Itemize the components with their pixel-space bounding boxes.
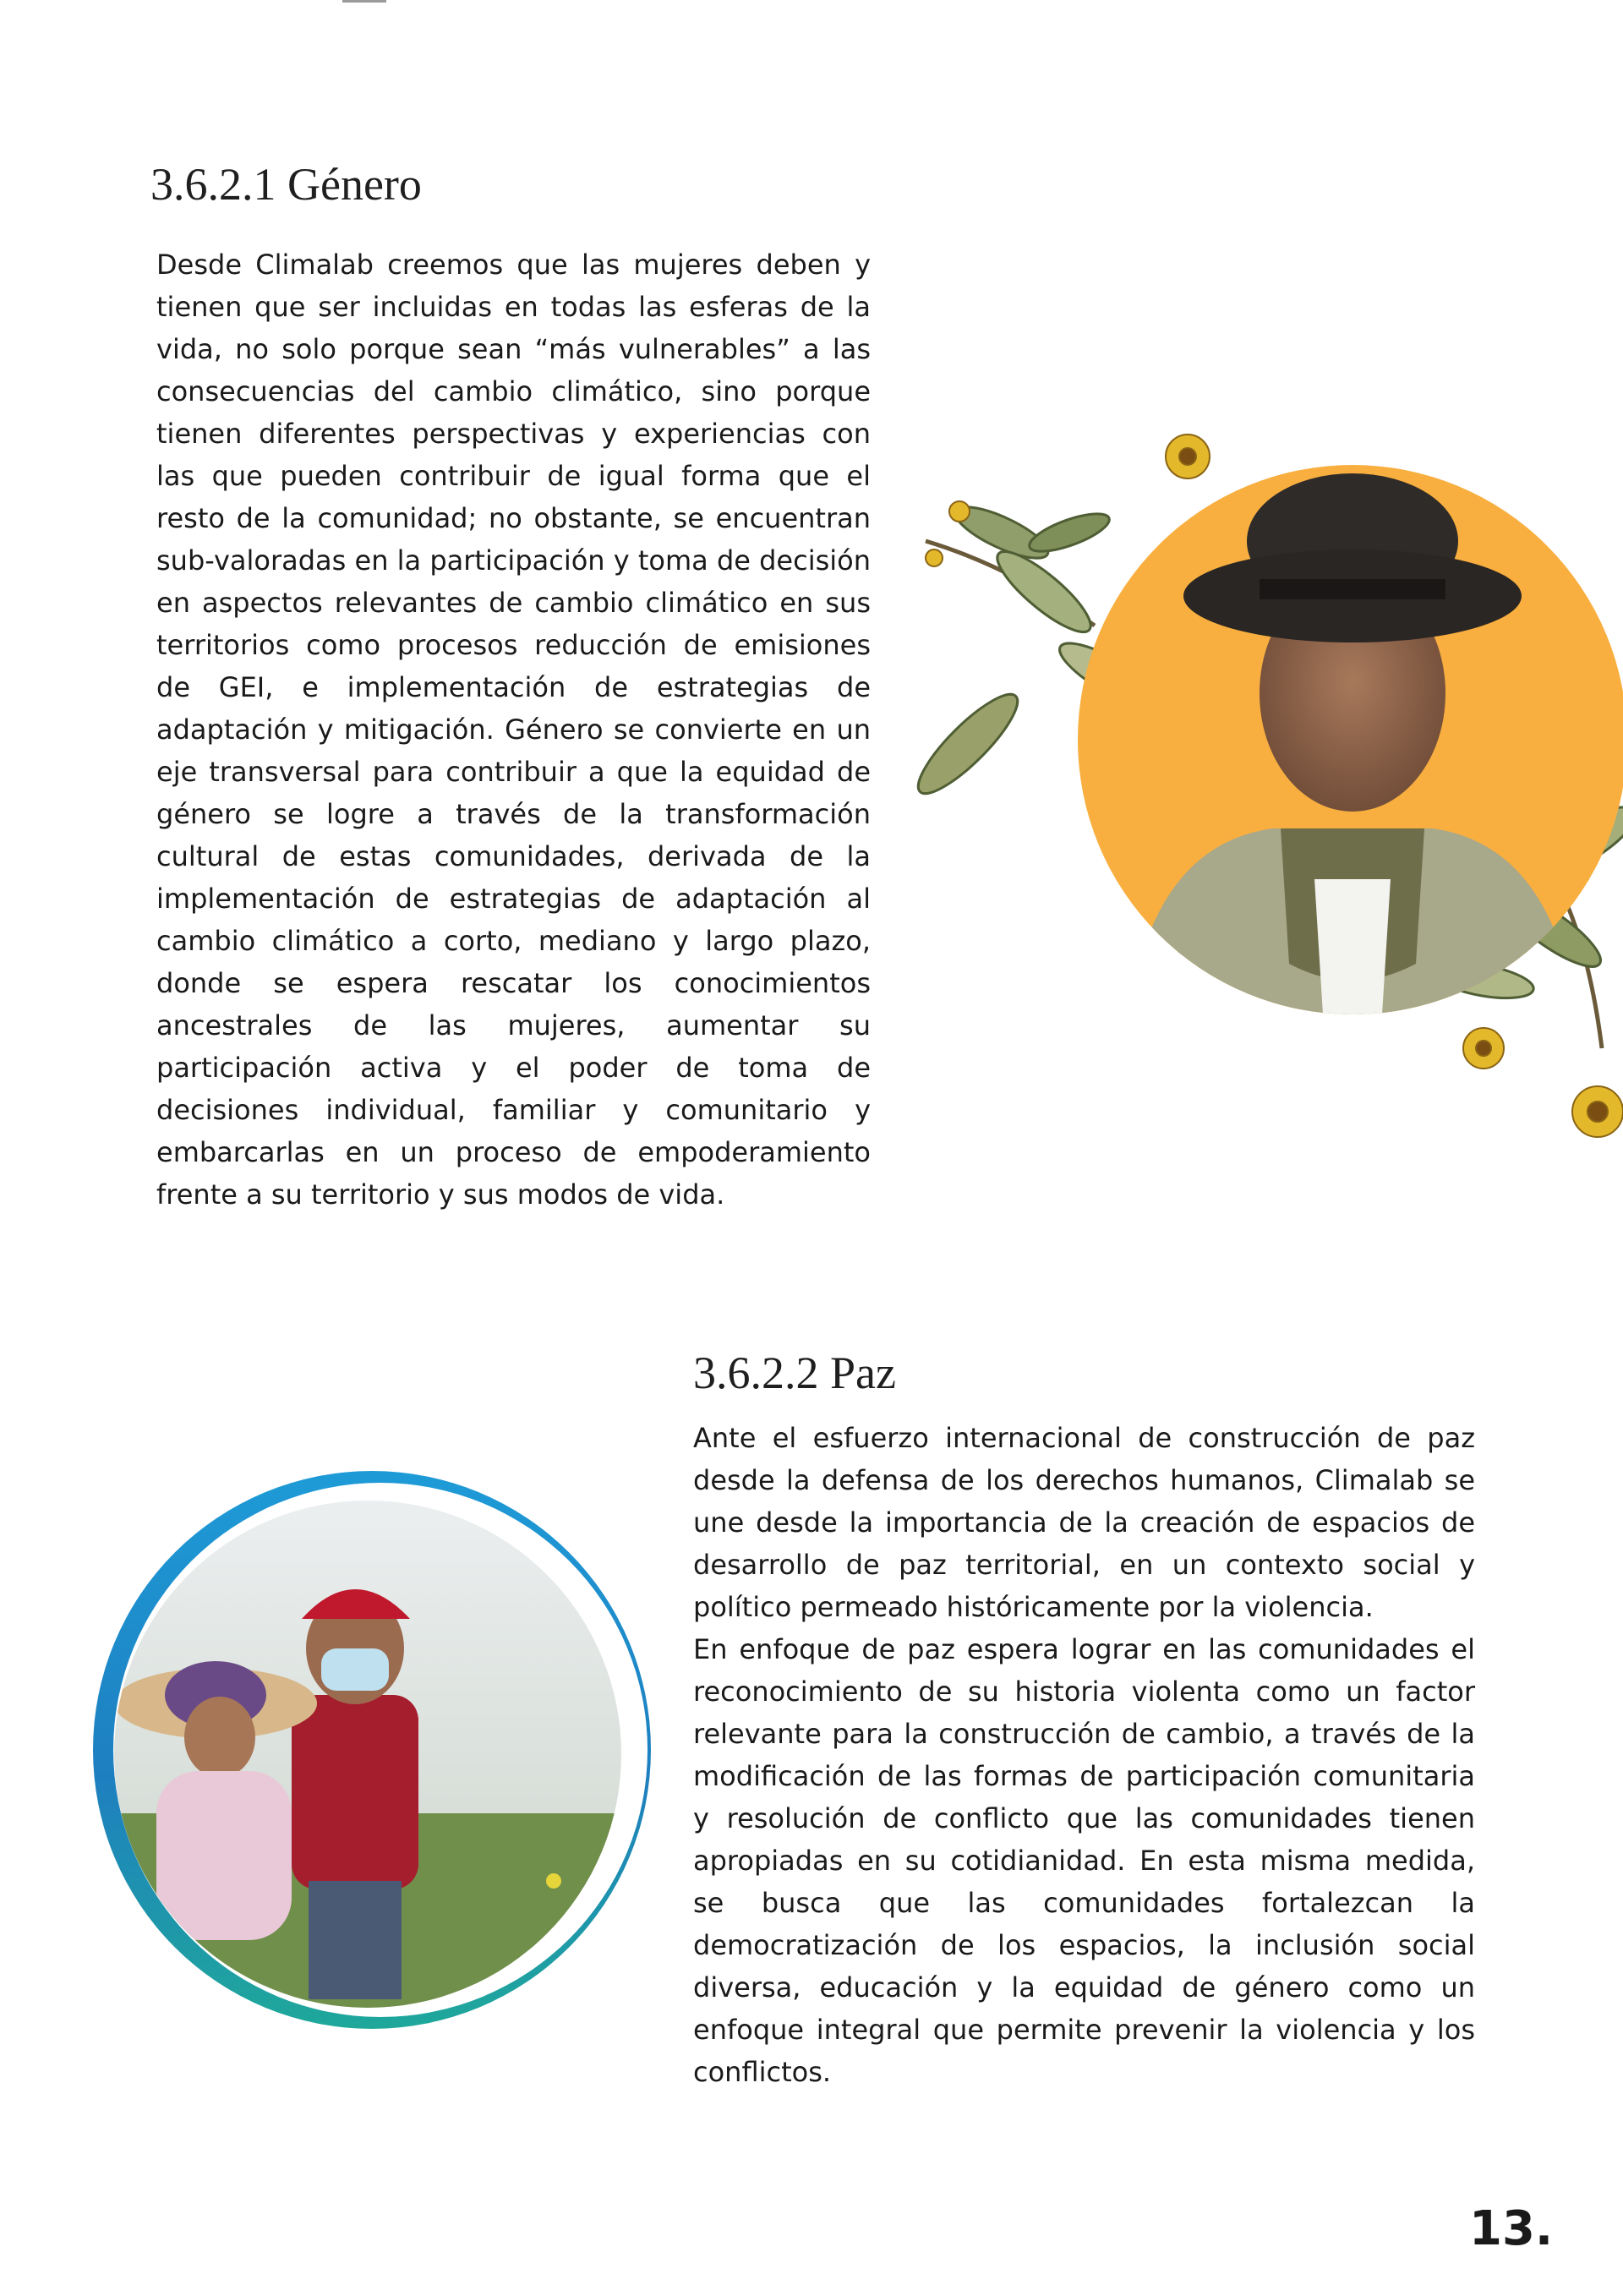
children-photo: [80, 1458, 664, 2042]
paz-paragraph: En enfoque de paz espera lograr en las comunidades el reconocimiento de su historia violenta como un factor relevante para la construcción de cambio, a través de la modificación de las formas de participación comunitaria y resolución de conflicto que las comunidades tienen apropiadas en su cotidianidad. En esta misma medida, se busca que las comunidades fortalezcan la democratización de los espacios, la inclusión social diversa, educación y la equidad de género como un enfoque integral que permite prevenir la violencia y los conflictos.: [693, 1633, 1475, 2088]
paz-paragraph: Ante el esfuerzo internacional de construcción de paz desde la defensa de los derechos humanos, Climalab se une desde la importancia de la creación de espacios de desarrollo de paz territorial, en un contexto social y político permeado históricamente por la violencia.: [693, 1422, 1475, 1623]
genero-paragraph: Desde Climalab creemos que las mujeres deben y tienen que ser incluidas en todas las esferas de la vida, no solo porque sean “más vulnerables” a las consecuencias del cambio climático, sino porque tienen diferentes perspectivas y experiencias con las que pueden contribuir de igual forma que el resto de la comunidad; no obstante, se encuentran sub-valoradas en la participación y toma de decisión en aspectos relevantes de cambio climático en sus territorios como procesos reducción de emisiones de GEI, e implementación de estrategias de adaptación y mitigación. Género se convierte en un eje transversal para contribuir a que la equidad de género se logre a través de la transformación cultural de estas comunidades, derivada de la implementación de estrategias de adaptación al cambio climático a corto, mediano y largo plazo, donde se espera rescatar los conocimientos ancestrales de las mujeres, aumentar su participación activa y el poder de toma de decisiones individual, familiar y comunitario y embarcarlas en un proceso de empoderamiento frente a su territorio y sus modos de vida.: [156, 249, 872, 1211]
section-body-genero: [156, 243, 871, 1216]
section-title-genero: 3.6.2.1 Género: [150, 159, 422, 210]
page-number: 13.: [1469, 2201, 1554, 2256]
section-body-paz: [693, 1417, 1475, 2093]
section-title-paz: 3.6.2.2 Paz: [693, 1348, 896, 1398]
woman-portrait-photo: [875, 406, 1623, 1167]
top-decoration-mark: [342, 0, 386, 3]
